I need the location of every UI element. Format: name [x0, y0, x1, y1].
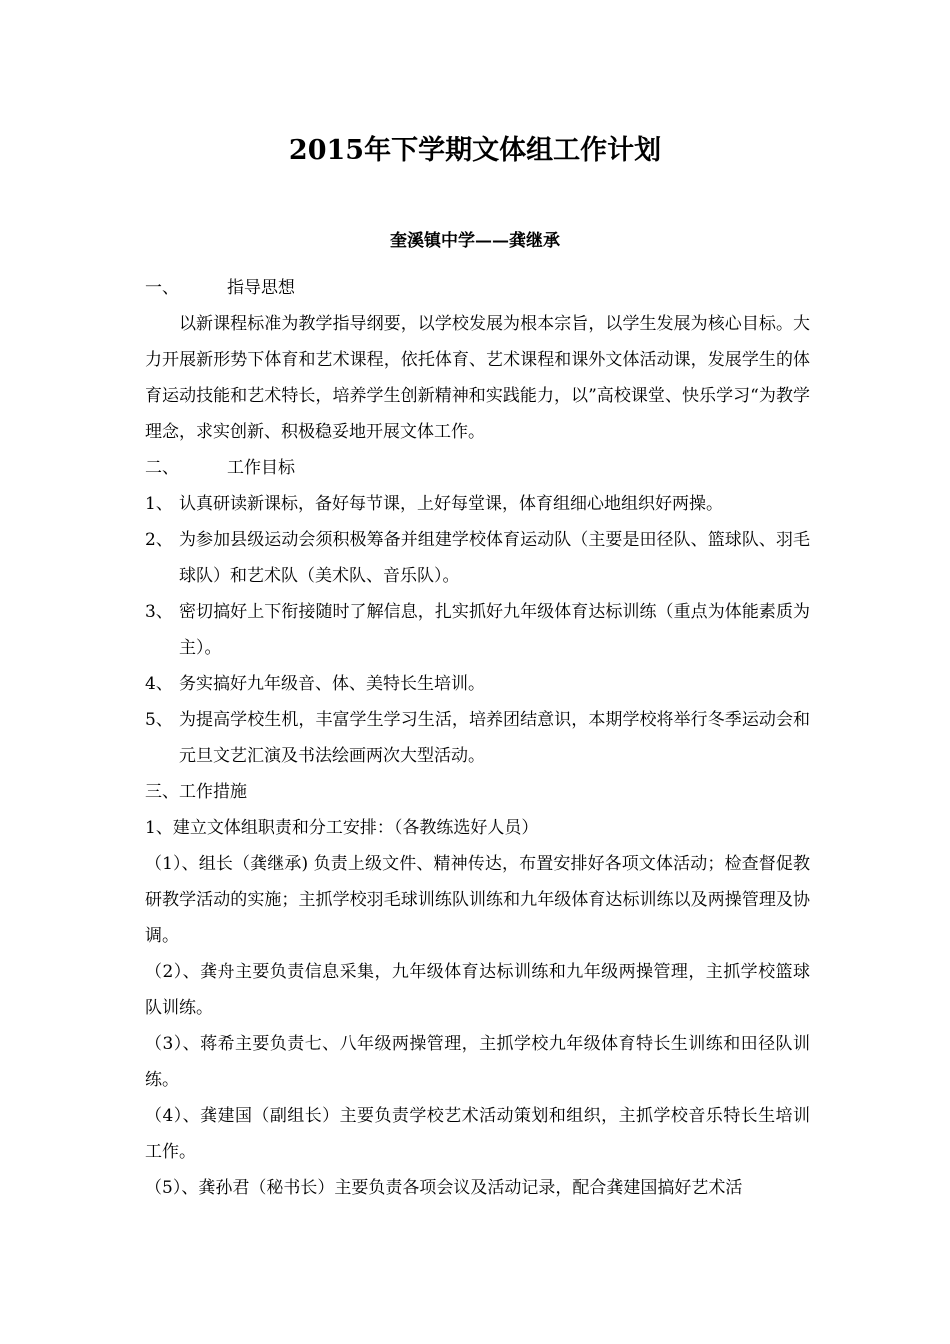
document-title: 2015年下学期文体组工作计划 [288, 135, 662, 166]
section-title: 工作目标 [227, 458, 295, 478]
goal-text: 密切搞好上下衔接随时了解信息，扎实抓好九年级体育达标训练（重点为体能素质为主）。 [179, 602, 810, 658]
duty-item: （2）、龚舟主要负责信息采集，九年级体育达标训练和九年级两操管理，主抓学校篮球队训练。 [145, 962, 810, 1018]
duty-item: （5）、龚孙君（秘书长）主要负责各项会议及活动记录，配合龚建国搞好艺术活 [145, 1178, 743, 1198]
measures-intro: 1、建立文体组职责和分工安排：（各教练选好人员） [145, 818, 539, 838]
duty-item: （4）、龚建国（副组长）主要负责学校艺术活动策划和组织，主抓学校音乐特长生培训工作。 [145, 1106, 810, 1162]
goal-item [145, 486, 810, 522]
section-heading-1 [145, 270, 810, 306]
section-heading-2 [145, 450, 810, 486]
goal-number: 5、 [145, 710, 173, 730]
goal-text: 为参加县级运动会须积极筹备并组建学校体育运动队（主要是田径队、篮球队、羽毛球队）和艺术队（美术队、音乐队）。 [179, 530, 810, 586]
document-subtitle: 奎溪镇中学——龚继承 [390, 231, 560, 251]
duty-item: （3）、蒋希主要负责七、八年级两操管理，主抓学校九年级体育特长生训练和田径队训练。 [145, 1034, 810, 1090]
section-heading-3: 三、工作措施 [145, 782, 247, 802]
goal-number: 2、 [145, 530, 173, 550]
goal-number: 1、 [145, 494, 173, 514]
goal-text: 为提高学校生机，丰富学生学习生活，培养团结意识，本期学校将举行冬季运动会和元旦文艺汇演及书法绘画两次大型活动。 [179, 710, 810, 766]
duty-item: （1）、组长（龚继承) 负责上级文件、精神传达，布置安排好各项文体活动；检查督促教研教学活动的实施；主抓学校羽毛球训练队训练和九年级体育达标训练以及两操管理及协调。 [145, 854, 810, 946]
goal-item [145, 594, 810, 666]
section-title: 指导思想 [227, 278, 295, 298]
guiding-paragraph: 以新课程标准为教学指导纲要，以学校发展为根本宗旨，以学生发展为核心目标。大力开展新形势下体育和艺术课程，依托体育、艺术课程和课外文体活动课，发展学生的体育运动技能和艺术特长，培养学生创新精神和实践能力，以”高校课堂、快乐学习“为教学理念，求实创新、积极稳妥地开展文体工作。 [145, 314, 810, 442]
goal-text: 认真研读新课标，备好每节课，上好每堂课，体育组细心地组织好两操。 [179, 494, 723, 514]
section-number: 二、 [145, 458, 179, 478]
goal-item [145, 666, 810, 702]
goal-text: 务实搞好九年级音、体、美特长生培训。 [179, 674, 485, 694]
goal-number: 3、 [145, 602, 173, 622]
goal-number: 4、 [145, 674, 173, 694]
goal-item [145, 702, 810, 774]
goal-item [145, 522, 810, 594]
section-number: 一、 [145, 278, 179, 298]
document-body [145, 270, 810, 1206]
